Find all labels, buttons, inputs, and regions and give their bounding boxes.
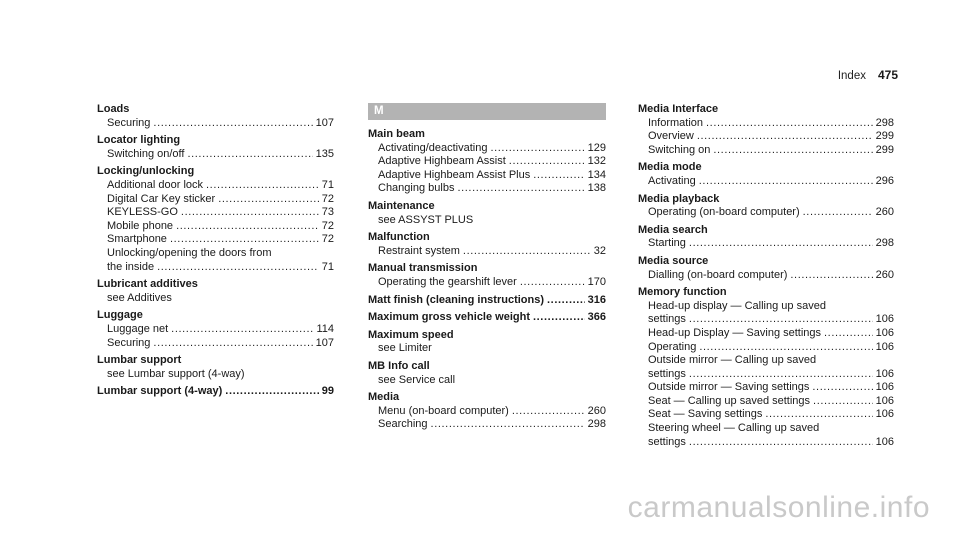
index-entry	[97, 309, 334, 350]
index-subentry	[368, 169, 606, 183]
index-entry	[97, 134, 334, 161]
index-subentry-page: 106	[875, 408, 894, 421]
index-subentry-label: settings	[648, 313, 686, 326]
index-subentry	[368, 374, 606, 388]
index-subentry-page: 299	[875, 143, 894, 156]
index-heading-label: MB Info call	[368, 359, 430, 372]
index-subentry-page: 107	[315, 116, 334, 129]
dot-leader	[509, 155, 585, 169]
index-entry	[97, 165, 334, 274]
index-heading	[638, 161, 894, 175]
index-entry	[638, 103, 894, 157]
section-letter-bar: M	[368, 103, 606, 120]
index-subentry-page: 298	[875, 237, 894, 250]
index-subentry-label: Unlocking/opening the doors from	[107, 246, 272, 259]
dot-leader	[153, 337, 312, 351]
index-subentry-label: Steering wheel — Calling up saved	[648, 422, 820, 435]
index-heading	[368, 360, 606, 374]
index-entry	[368, 360, 606, 387]
index-heading	[638, 103, 894, 117]
index-subentry-page: 170	[587, 275, 606, 288]
index-subentry-page: 106	[875, 313, 894, 326]
index-subentry	[638, 422, 894, 436]
index-subentry-page: 106	[875, 326, 894, 339]
dot-leader	[803, 206, 873, 220]
dot-leader	[153, 117, 312, 131]
index-entry	[97, 103, 334, 130]
index-subentry	[638, 117, 894, 131]
index-subentry-label: Operating the gearshift lever	[378, 275, 517, 288]
index-subentry-label: Outside mirror — Calling up saved	[648, 354, 817, 367]
index-heading-label: Lubricant additives	[97, 278, 198, 291]
index-subentry-label: Menu (on-board computer)	[378, 404, 509, 417]
index-subentry	[97, 247, 334, 261]
index-subentry	[638, 354, 894, 368]
index-label: Index	[837, 70, 866, 82]
index-subentry-label: see ASSYST PLUS	[378, 213, 474, 226]
index-subentry-label: Switching on	[648, 143, 711, 156]
index-heading-page: 366	[587, 311, 606, 324]
index-subentry-page: 107	[315, 336, 334, 349]
index-subentry	[97, 337, 334, 351]
index-subentry-page: 298	[875, 116, 894, 129]
index-subentry	[638, 327, 894, 341]
index-subentry	[638, 130, 894, 144]
index-entry	[368, 231, 606, 258]
index-heading	[638, 286, 894, 300]
index-heading	[368, 128, 606, 142]
dot-leader	[689, 237, 873, 251]
index-heading-label: Loads	[97, 103, 130, 115]
dot-leader	[520, 276, 585, 290]
index-subentry-page: 298	[587, 418, 606, 431]
index-entry	[638, 224, 894, 251]
index-heading-label: Media	[368, 391, 400, 404]
index-heading-label: Maximum speed	[368, 328, 454, 341]
index-heading-label: Matt finish (cleaning instructions)	[368, 293, 545, 306]
index-subentry-label: Mobile phone	[107, 219, 174, 232]
index-subentry-page: 72	[321, 219, 334, 232]
index-subentry-page: 132	[587, 155, 606, 168]
index-subentry	[368, 418, 606, 432]
index-heading-label: Lumbar support (4-way)	[97, 385, 223, 398]
index-heading	[97, 309, 334, 323]
index-subentry-label: Outside mirror — Saving settings	[648, 381, 810, 394]
index-subentry-label: Securing	[107, 116, 151, 129]
index-subentry-page: 134	[587, 168, 606, 181]
index-heading	[368, 391, 606, 405]
index-subentry-label: settings	[648, 367, 686, 380]
index-subentry	[638, 381, 894, 395]
index-subentry-label: Seat — Calling up saved settings	[648, 394, 811, 407]
index-heading-label: Media playback	[638, 192, 720, 205]
dot-leader	[699, 175, 873, 189]
index-heading	[97, 165, 334, 179]
index-entry	[368, 262, 606, 289]
index-subentry-label: Adaptive Highbeam Assist	[378, 155, 506, 168]
index-entry	[368, 200, 606, 227]
index-heading	[368, 294, 606, 308]
index-heading	[368, 231, 606, 245]
index-subentry	[97, 292, 334, 306]
dot-leader	[812, 381, 872, 395]
index-column-2-entries	[368, 128, 606, 432]
dot-leader	[689, 436, 873, 450]
index-entry	[368, 128, 606, 196]
dot-leader	[790, 269, 872, 283]
index-subentry	[638, 408, 894, 422]
index-subentry	[638, 436, 894, 450]
index-entry	[638, 193, 894, 220]
index-subentry-label: Additional door lock	[107, 178, 204, 191]
index-heading	[638, 224, 894, 238]
dot-leader	[463, 245, 591, 259]
dot-leader	[157, 261, 319, 275]
index-subentry-label: Switching on/off	[107, 147, 185, 160]
page-header	[838, 68, 898, 82]
index-subentry-label: Information	[648, 116, 704, 129]
index-heading-label: Media search	[638, 223, 708, 236]
index-entry	[368, 329, 606, 356]
index-heading	[368, 200, 606, 214]
dot-leader	[713, 144, 872, 158]
index-subentry-page: 71	[321, 260, 334, 273]
index-subentry	[97, 220, 334, 234]
index-subentry-page: 106	[875, 340, 894, 353]
index-subentry	[638, 368, 894, 382]
dot-leader	[699, 341, 872, 355]
index-entry	[97, 278, 334, 305]
index-subentry-label: Searching	[378, 418, 428, 431]
index-heading	[97, 278, 334, 292]
index-subentry-page: 72	[321, 192, 334, 205]
index-subentry-page: 106	[875, 435, 894, 448]
index-heading-label: Media Interface	[638, 103, 719, 115]
dot-leader	[206, 179, 319, 193]
dot-leader	[431, 418, 585, 432]
dot-leader	[765, 408, 872, 422]
index-subentry	[97, 206, 334, 220]
dot-leader	[689, 368, 873, 382]
index-subentry-label: Digital Car Key sticker	[107, 192, 216, 205]
index-subentry	[97, 193, 334, 207]
index-entry	[638, 255, 894, 282]
index-heading	[638, 255, 894, 269]
index-subentry-page: 129	[587, 141, 606, 154]
index-column-1	[97, 103, 334, 403]
index-subentry-label: Changing bulbs	[378, 182, 455, 195]
index-entry	[638, 161, 894, 188]
dot-leader	[706, 117, 873, 131]
dot-leader	[533, 311, 585, 325]
index-heading	[368, 262, 606, 276]
dot-leader	[457, 182, 584, 196]
index-subentry-page: 296	[875, 174, 894, 187]
dot-leader	[176, 220, 319, 234]
dot-leader	[225, 385, 318, 399]
dot-leader	[547, 294, 585, 308]
index-heading	[97, 385, 334, 399]
index-heading-label: Memory function	[638, 286, 727, 299]
index-subentry	[368, 214, 606, 228]
index-subentry-page: 106	[875, 381, 894, 394]
index-column-3	[638, 103, 894, 453]
index-subentry	[368, 155, 606, 169]
index-subentry	[638, 144, 894, 158]
index-heading-label: Maintenance	[368, 199, 435, 212]
index-entry	[638, 286, 894, 449]
dot-leader	[697, 130, 873, 144]
index-subentry-page: 114	[316, 322, 334, 335]
index-subentry	[638, 237, 894, 251]
index-heading	[97, 354, 334, 368]
index-heading-page: 99	[321, 385, 334, 398]
index-subentry	[638, 175, 894, 189]
index-subentry-page: 299	[875, 130, 894, 143]
index-subentry-label: Starting	[648, 237, 686, 250]
index-subentry-label: see Limiter	[378, 342, 432, 355]
index-heading-label: Malfunction	[368, 231, 430, 244]
index-subentry	[638, 395, 894, 409]
dot-leader	[824, 327, 873, 341]
dot-leader	[512, 405, 585, 419]
index-heading-label: Manual transmission	[368, 262, 478, 275]
index-subentry-page: 73	[321, 206, 334, 219]
index-subentry-label: Luggage net	[107, 322, 169, 335]
index-subentry-label: KEYLESS-GO	[107, 206, 178, 219]
index-heading-label: Locking/unlocking	[97, 165, 195, 178]
dot-leader	[689, 313, 873, 327]
index-heading	[97, 103, 334, 117]
index-heading-label: Media source	[638, 254, 709, 267]
index-subentry-label: see Service call	[378, 373, 456, 386]
dot-leader	[218, 193, 319, 207]
index-subentry-page: 106	[875, 394, 894, 407]
index-subentry	[638, 300, 894, 314]
index-subentry	[97, 233, 334, 247]
index-subentry-label: Restraint system	[378, 244, 460, 257]
index-subentry	[97, 117, 334, 131]
index-column-2	[368, 103, 606, 436]
dot-leader	[813, 395, 873, 409]
index-heading	[368, 311, 606, 325]
index-subentry	[638, 269, 894, 283]
index-subentry	[97, 368, 334, 382]
index-heading-label: Media mode	[638, 161, 702, 174]
index-heading-label: Main beam	[368, 128, 425, 140]
index-subentry-page: 72	[321, 233, 334, 246]
index-subentry	[97, 261, 334, 275]
index-subentry	[97, 148, 334, 162]
dot-leader	[533, 169, 584, 183]
dot-leader	[171, 323, 313, 337]
dot-leader	[181, 206, 319, 220]
index-subentry	[368, 405, 606, 419]
dot-leader	[170, 233, 319, 247]
index-heading-label: Lumbar support	[97, 354, 182, 367]
index-entry	[368, 311, 606, 325]
index-heading-label: Locator lighting	[97, 134, 181, 147]
index-subentry-label: Overview	[648, 130, 694, 143]
index-subentry	[638, 206, 894, 220]
index-subentry-label: Securing	[107, 336, 151, 349]
index-entry	[368, 391, 606, 432]
index-subentry-label: see Lumbar support (4-way)	[107, 367, 245, 380]
index-subentry-label: Dialling (on-board computer)	[648, 268, 788, 281]
index-heading	[638, 193, 894, 207]
index-subentry-label: see Additives	[107, 291, 172, 304]
index-subentry-label: Smartphone	[107, 233, 167, 246]
index-subentry	[638, 341, 894, 355]
index-subentry-label: settings	[648, 435, 686, 448]
index-subentry	[97, 323, 334, 337]
index-subentry-label: Head-up Display — Saving settings	[648, 326, 822, 339]
index-subentry	[638, 313, 894, 327]
index-subentry	[368, 245, 606, 259]
page-number: 475	[877, 68, 898, 82]
index-subentry-label: Adaptive Highbeam Assist Plus	[378, 168, 531, 181]
index-heading	[368, 329, 606, 343]
index-subentry-label: Operating	[648, 340, 697, 353]
index-subentry-page: 260	[875, 206, 894, 219]
index-subentry	[368, 276, 606, 290]
index-entry	[368, 294, 606, 308]
index-subentry-label: Head-up display — Calling up saved	[648, 299, 826, 312]
dot-leader	[490, 142, 584, 156]
index-subentry-label: the inside	[107, 260, 155, 273]
index-subentry-page: 71	[321, 178, 334, 191]
index-subentry	[368, 142, 606, 156]
index-heading-page: 316	[587, 293, 606, 306]
index-subentry-page: 260	[587, 404, 606, 417]
index-heading	[97, 134, 334, 148]
index-subentry-label: Activating	[648, 174, 696, 187]
index-subentry-page: 138	[587, 182, 606, 195]
index-entry	[97, 385, 334, 399]
index-subentry-page: 135	[315, 147, 334, 160]
index-subentry	[368, 182, 606, 196]
index-subentry	[368, 342, 606, 356]
index-subentry	[97, 179, 334, 193]
index-subentry-page: 32	[593, 244, 606, 257]
index-subentry-page: 260	[875, 268, 894, 281]
index-entry	[97, 354, 334, 381]
index-heading-label: Maximum gross vehicle weight	[368, 311, 530, 324]
index-subentry-label: Seat — Saving settings	[648, 408, 763, 421]
watermark: carmanualsonline.info	[627, 491, 930, 524]
index-subentry-label: Operating (on-board computer)	[648, 206, 800, 219]
index-subentry-page: 106	[875, 367, 894, 380]
index-heading-label: Luggage	[97, 309, 143, 322]
dot-leader	[187, 148, 312, 162]
index-subentry-label: Activating/deactivating	[378, 141, 488, 154]
